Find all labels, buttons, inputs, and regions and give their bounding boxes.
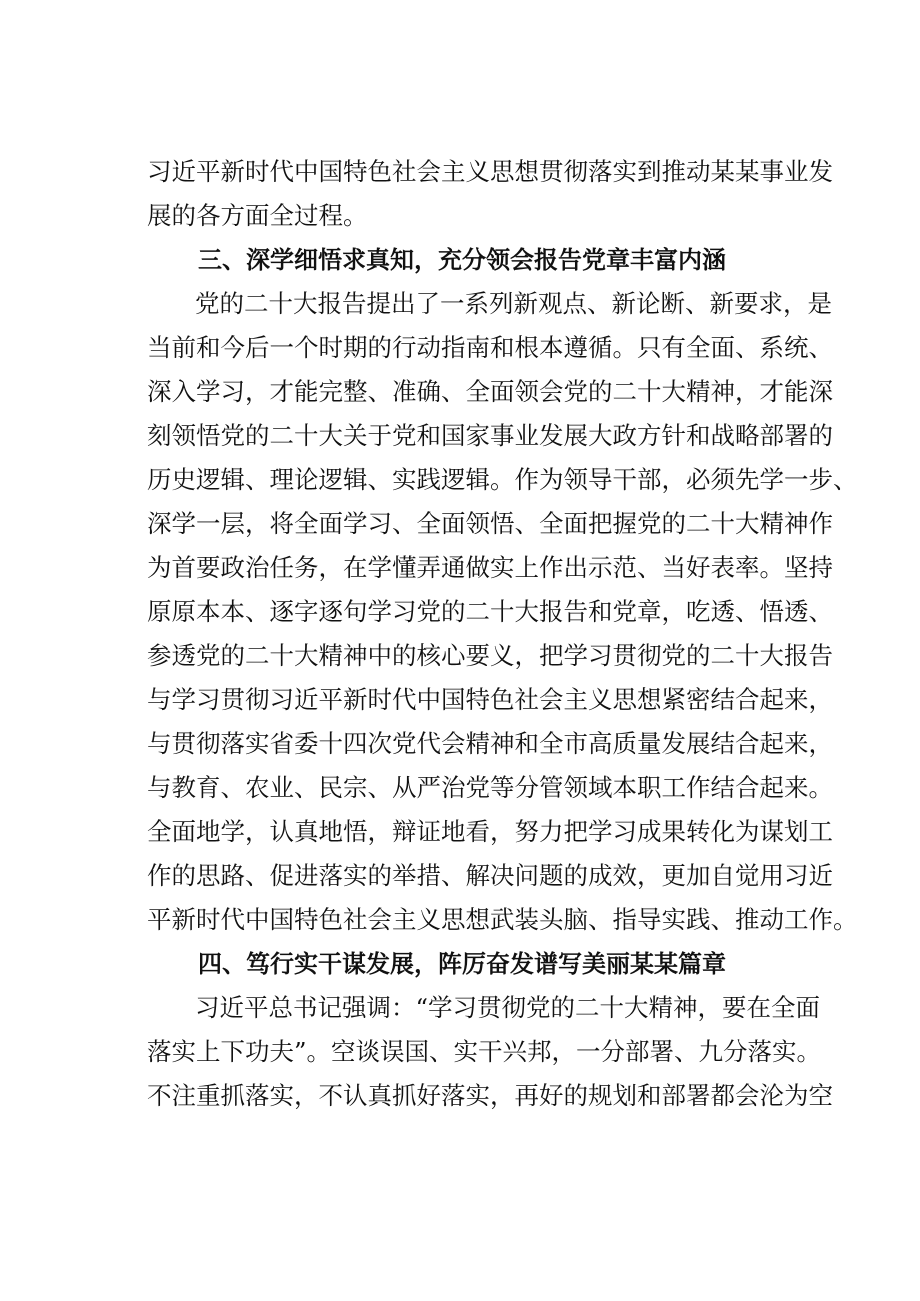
section-heading-4: 四、笃行实干谋发展，阵厉奋发谱写美丽某某篇章 (198, 950, 726, 978)
body-text-line: 参透党的二十大精神中的核心要义，把学习贯彻党的二十大报告 (147, 641, 833, 670)
body-text-line: 展的各方面全过程。 (147, 201, 368, 230)
body-text-line: 为首要政治任务，在学懂弄通做实上作出示范、当好表率。坚持 (147, 553, 833, 582)
body-text-line: 与教育、农业、民宗、从严治党等分管领域本职工作结合起来。 (147, 773, 833, 802)
body-text-line: 与学习贯彻习近平新时代中国特色社会主义思想紧密结合起来， (147, 685, 833, 714)
body-text-line: 当前和今后一个时期的行动指南和根本遵循。只有全面、系统、 (147, 333, 833, 362)
paragraph-first-line: 习近平总书记强调：“学习贯彻党的二十大精神，要在全面 (195, 993, 821, 1022)
body-text-line: 习近平新时代中国特色社会主义思想贯彻落实到推动某某事业发 (147, 157, 833, 186)
body-text-line: 与贯彻落实省委十四次党代会精神和全市高质量发展结合起来， (147, 729, 833, 758)
body-text-line: 原原本本、逐字逐句学习党的二十大报告和党章，吃透、悟透、 (147, 597, 833, 626)
body-text-line: 不注重抓落实，不认真抓好落实，再好的规划和部署都会沦为空 (147, 1081, 833, 1110)
paragraph-first-line: 党的二十大报告提出了一系列新观点、新论断、新要求，是 (195, 289, 832, 318)
body-text-line: 全面地学，认真地悟，辩证地看，努力把学习成果转化为谋划工 (147, 817, 833, 846)
body-text-line: 落实上下功夫”。空谈误国、实干兴邦，一分部署、九分落实。 (147, 1037, 822, 1066)
body-text-line: 历史逻辑、理论逻辑、实践逻辑。作为领导干部，必须先学一步、 (147, 465, 858, 494)
section-heading-3: 三、深学细悟求真知，充分领会报告党章丰富内涵 (198, 246, 726, 274)
body-text-line: 作的思路、促进落实的举措、解决问题的成效，更加自觉用习近 (147, 861, 833, 890)
body-text-line: 平新时代中国特色社会主义思想武装头脑、指导实践、推动工作。 (147, 905, 858, 934)
body-text-line: 深学一层，将全面学习、全面领悟、全面把握党的二十大精神作 (147, 509, 833, 538)
body-text-line: 深入学习，才能完整、准确、全面领会党的二十大精神，才能深 (147, 377, 833, 406)
body-text-line: 刻领悟党的二十大关于党和国家事业发展大政方针和战略部署的 (147, 421, 833, 450)
